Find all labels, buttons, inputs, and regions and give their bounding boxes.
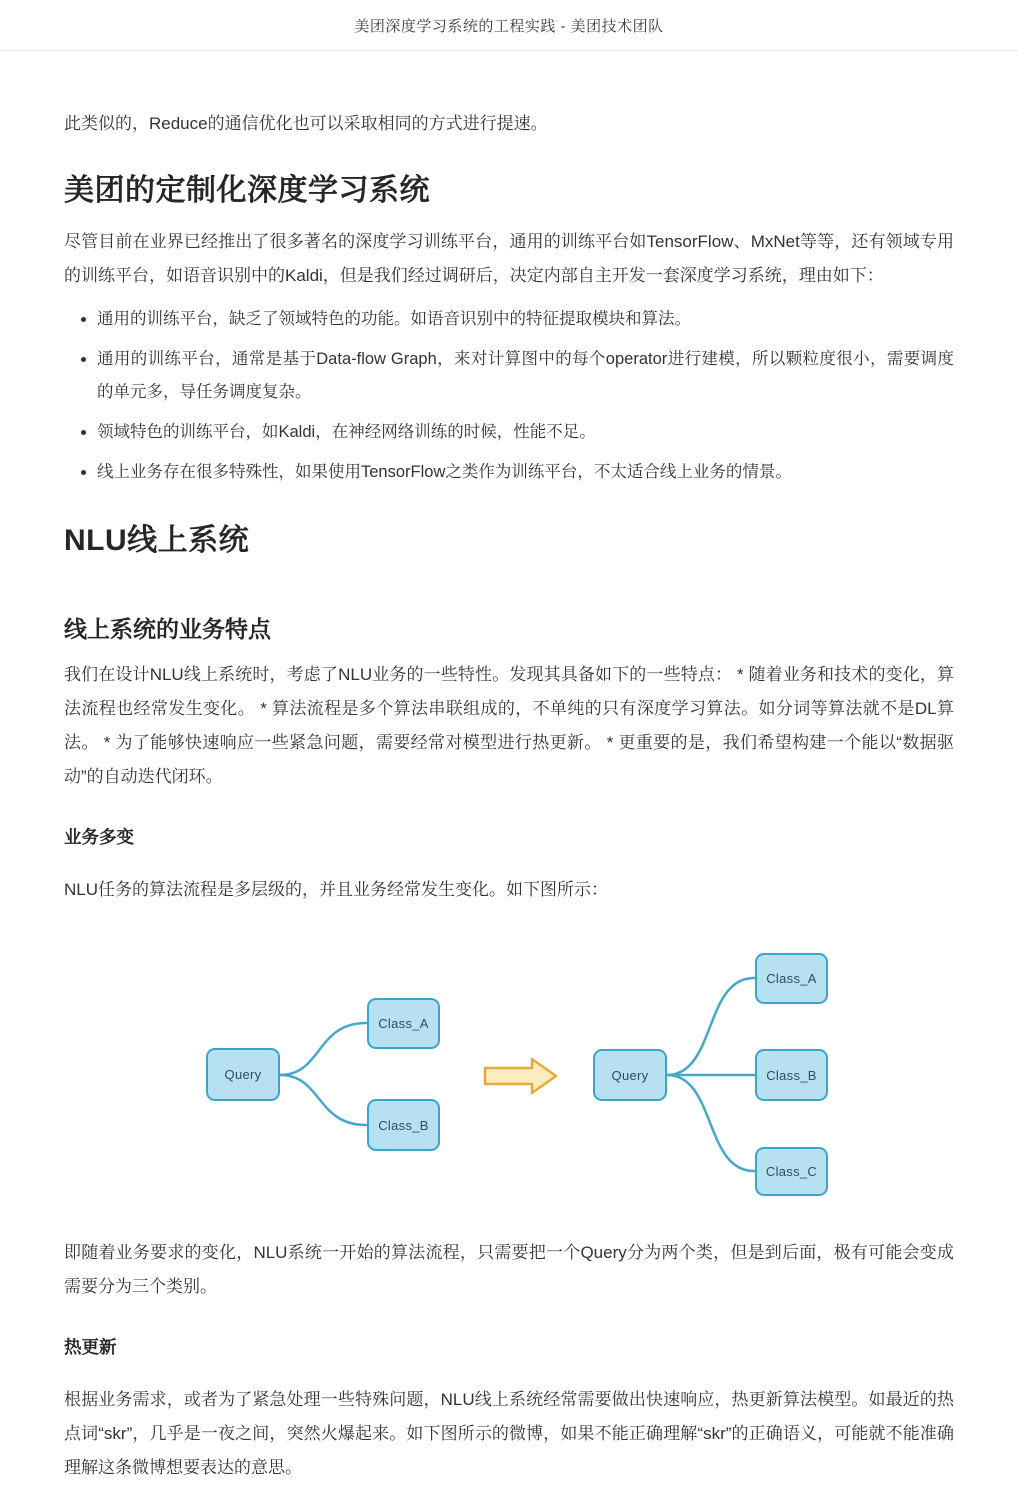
query-classification-diagram [64,943,954,1208]
document-title: 美团深度学习系统的工程实践 - 美团技术团队 [354,17,664,35]
heading-custom-dl-system: 美团的定制化深度学习系统 [64,174,430,207]
reason-bullet-list [64,303,954,489]
paragraph-multilevel-flow: NLU任务的算法流程是多层级的，并且业务经常发生变化。如下图所示： [64,880,609,899]
diagram-node-classb-left: Class_B [367,1099,440,1151]
diagram-node-classc-right: Class_C [755,1147,828,1196]
connector-right-classc [667,1075,754,1171]
diagram-node-classb-right: Class_B [755,1049,828,1101]
diagram-node-query-left: Query [206,1048,280,1101]
paragraph-platform-survey: 尽管目前在业界已经推出了很多著名的深度学习训练平台，通用的训练平台如TensorFlow、MxNet等等，还有领域专用的训练平台，如语音识别中的Kaldi，但是我们经过调研后，决定内部自主开发一套深度学习系统，理由如下： [64,232,954,285]
bullet-item: • 领域特色的训练平台，如Kaldi，在神经网络训练的时候，性能不足。 [97,416,954,449]
diagram-node-classa-left: Class_A [367,998,440,1049]
heading-hot-update: 热更新 [64,1337,117,1357]
page-header [0,0,1018,51]
diagram-node-classa-right: Class_A [755,953,828,1004]
heading-business-characteristics: 线上系统的业务特点 [64,616,271,642]
paragraph-nlu-characteristics: 我们在设计NLU线上系统时，考虑了NLU业务的一些特性。发现其具备如下的一些特点： * 随着业务和技术的变化，算法流程也经常发生变化。 * 算法流程是多个算法串联组成的，不单纯的只有深度学习算法。如分词等算法就不是DL算法。 * 为了能够快速响应一些紧急问题，需要经常对模型进行热更新。 * 更重要的是，我们希望构建一个能以“数据驱动”的自动迭代闭环。 [64,665,954,786]
connector-right-classa [667,978,754,1075]
connector-left-classb [280,1075,366,1125]
bullet-item: • 线上业务存在很多特殊性，如果使用TensorFlow之类作为训练平台，不太适合线上业务的情景。 [97,456,954,489]
connector-left-classa [280,1023,366,1075]
heading-business-changes: 业务多变 [64,827,134,847]
paragraph-reduce-optimization: 此类似的，Reduce的通信优化也可以采取相同的方式进行提速。 [64,114,548,133]
transform-arrow-icon [485,1059,556,1093]
paragraph-hot-update: 根据业务需求，或者为了紧急处理一些特殊问题，NLU线上系统经常需要做出快速响应，热更新算法模型。如最近的热点词“skr”，几乎是一夜之间，突然火爆起来。如下图所示的微博，如果不能正确理解“skr”的正确语义，可能就不能准确理解这条微博想要表达的意思。 [64,1390,954,1477]
bullet-item: • 通用的训练平台，通常是基于Data-flow Graph，来对计算图中的每个operator进行建模，所以颗粒度很小，需要调度的单元多，导任务调度复杂。 [97,343,954,409]
heading-nlu-online-system: NLU线上系统 [64,524,250,557]
diagram-node-query-right: Query [593,1049,667,1101]
paragraph-after-diagram: 即随着业务要求的变化，NLU系统一开始的算法流程，只需要把一个Query分为两个类，但是到后面，极有可能会变成需要分为三个类别。 [64,1243,954,1296]
bullet-item: • 通用的训练平台，缺乏了领域特色的功能。如语音识别中的特征提取模块和算法。 [97,303,954,336]
article-content [0,51,1018,1485]
